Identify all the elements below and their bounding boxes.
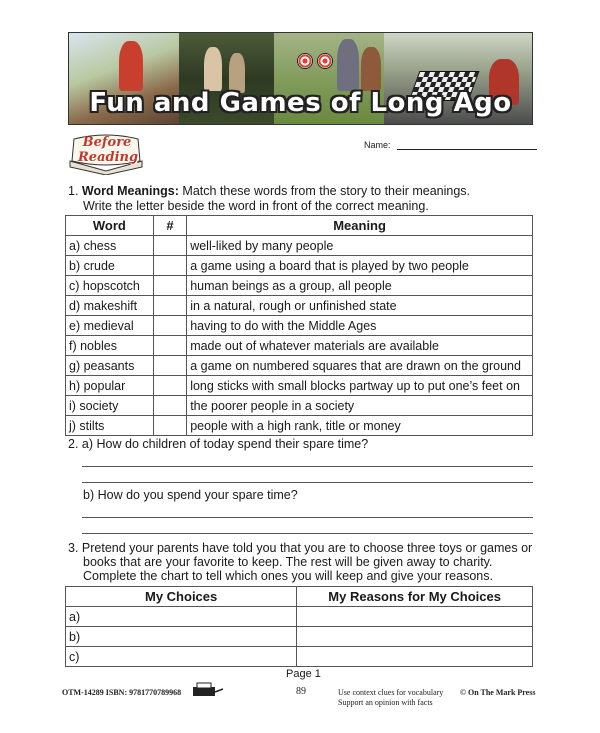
- meaning-cell: people with a high rank, title or money: [187, 416, 533, 436]
- choice-cell[interactable]: b): [66, 627, 297, 647]
- answer-cell[interactable]: [153, 276, 186, 296]
- table-row: [66, 316, 533, 336]
- word-cell: j) stilts: [66, 416, 154, 436]
- reason-cell[interactable]: [297, 627, 533, 647]
- child-figure: [119, 41, 143, 91]
- table-header-row: [66, 587, 533, 607]
- question-3-line-2: books that are your favorite to keep. The rest will be given away to charity.: [83, 555, 493, 569]
- answer-cell[interactable]: [153, 416, 186, 436]
- answer-cell[interactable]: [153, 336, 186, 356]
- title-banner: [68, 32, 533, 125]
- meaning-cell: made out of whatever materials are available: [187, 336, 533, 356]
- page-title: Fun and Games of Long Ago: [89, 88, 512, 118]
- meaning-cell: a game using a board that is played by two people: [187, 256, 533, 276]
- question-number: 2.: [68, 437, 79, 451]
- table-header-row: [66, 216, 533, 236]
- answer-line[interactable]: [82, 466, 533, 467]
- badge-line-2: Reading: [78, 150, 139, 165]
- question-text: a) How do children of today spend their spare time?: [81, 437, 369, 451]
- question-2b: b) How do you spend your spare time?: [83, 488, 298, 502]
- name-field: [364, 140, 537, 150]
- question-number: 1.: [68, 184, 79, 198]
- child-figure: [337, 39, 359, 91]
- table-row: [66, 647, 533, 667]
- answer-line[interactable]: [82, 482, 533, 483]
- table-row: [66, 416, 533, 436]
- meaning-cell: in a natural, rough or unfinished state: [187, 296, 533, 316]
- table-row: [66, 236, 533, 256]
- before-reading-badge: [66, 133, 146, 175]
- word-cell: g) peasants: [66, 356, 154, 376]
- word-cell: i) society: [66, 396, 154, 416]
- child-figure: [361, 47, 381, 91]
- answer-cell[interactable]: [153, 316, 186, 336]
- badge-line-1: Before: [82, 135, 132, 150]
- meaning-cell: the poorer people in a society: [187, 396, 533, 416]
- table-row: [66, 276, 533, 296]
- answer-cell[interactable]: [153, 356, 186, 376]
- question-1-instruction: Write the letter beside the word in front of the correct meaning.: [83, 199, 429, 213]
- name-input-line[interactable]: [397, 140, 537, 150]
- question-heading: Word Meanings:: [81, 184, 179, 198]
- reason-cell[interactable]: [297, 607, 533, 627]
- table-row: [66, 376, 533, 396]
- question-2a: [68, 437, 368, 452]
- meaning-cell: having to do with the Middle Ages: [187, 316, 533, 336]
- answer-cell[interactable]: [153, 296, 186, 316]
- choice-cell[interactable]: c): [66, 647, 297, 667]
- question-3-line-3: Complete the chart to tell which ones you will keep and give your reasons.: [83, 569, 493, 583]
- publisher: © On The Mark Press: [460, 688, 536, 697]
- meaning-cell: well-liked by many people: [187, 236, 533, 256]
- column-header-meaning: Meaning: [187, 216, 533, 236]
- table-row: [66, 256, 533, 276]
- choices-table: [65, 586, 533, 667]
- reason-cell[interactable]: [297, 647, 533, 667]
- meaning-cell: long sticks with small blocks partway up to put one’s feet on: [187, 376, 533, 396]
- question-text: Match these words from the story to their meanings.: [182, 184, 471, 198]
- archer-figure: [229, 53, 245, 93]
- word-cell: b) crude: [66, 256, 154, 276]
- meaning-cell: a game on numbered squares that are drawn on the ground: [187, 356, 533, 376]
- table-row: [66, 396, 533, 416]
- column-header-reasons: My Reasons for My Choices: [297, 587, 533, 607]
- answer-line[interactable]: [82, 517, 533, 518]
- answer-cell[interactable]: [153, 396, 186, 416]
- table-row: [66, 607, 533, 627]
- answer-cell[interactable]: [153, 256, 186, 276]
- objective-2: Support an opinion with facts: [338, 698, 433, 707]
- printer-icon: [192, 682, 224, 698]
- table-row: [66, 296, 533, 316]
- name-label: Name:: [364, 140, 391, 150]
- archery-target-icon: [297, 53, 313, 69]
- word-cell: d) makeshift: [66, 296, 154, 316]
- word-meanings-table: [65, 215, 533, 436]
- answer-cell[interactable]: [153, 376, 186, 396]
- word-cell: c) hopscotch: [66, 276, 154, 296]
- question-number: 3.: [68, 541, 79, 555]
- column-header-number: #: [153, 216, 186, 236]
- word-cell: f) nobles: [66, 336, 154, 356]
- meaning-cell: human beings as a group, all people: [187, 276, 533, 296]
- question-1: [68, 184, 470, 199]
- column-header-word: Word: [66, 216, 154, 236]
- choice-cell[interactable]: a): [66, 607, 297, 627]
- product-code: OTM-14289 ISBN: 9781770789968: [62, 688, 182, 697]
- word-cell: h) popular: [66, 376, 154, 396]
- column-header-choices: My Choices: [66, 587, 297, 607]
- table-row: [66, 356, 533, 376]
- table-row: [66, 627, 533, 647]
- archer-figure: [204, 47, 222, 91]
- table-row: [66, 336, 533, 356]
- page-number: 89: [296, 686, 306, 697]
- page-label: Page 1: [286, 668, 321, 680]
- question-text: Pretend your parents have told you that you are to choose three toys or games or: [81, 541, 533, 555]
- word-cell: a) chess: [66, 236, 154, 256]
- answer-line[interactable]: [82, 533, 533, 534]
- objective-1: Use context clues for vocabulary: [338, 688, 444, 697]
- question-3: [68, 541, 532, 556]
- archery-target-icon: [317, 53, 333, 69]
- word-cell: e) medieval: [66, 316, 154, 336]
- answer-cell[interactable]: [153, 236, 186, 256]
